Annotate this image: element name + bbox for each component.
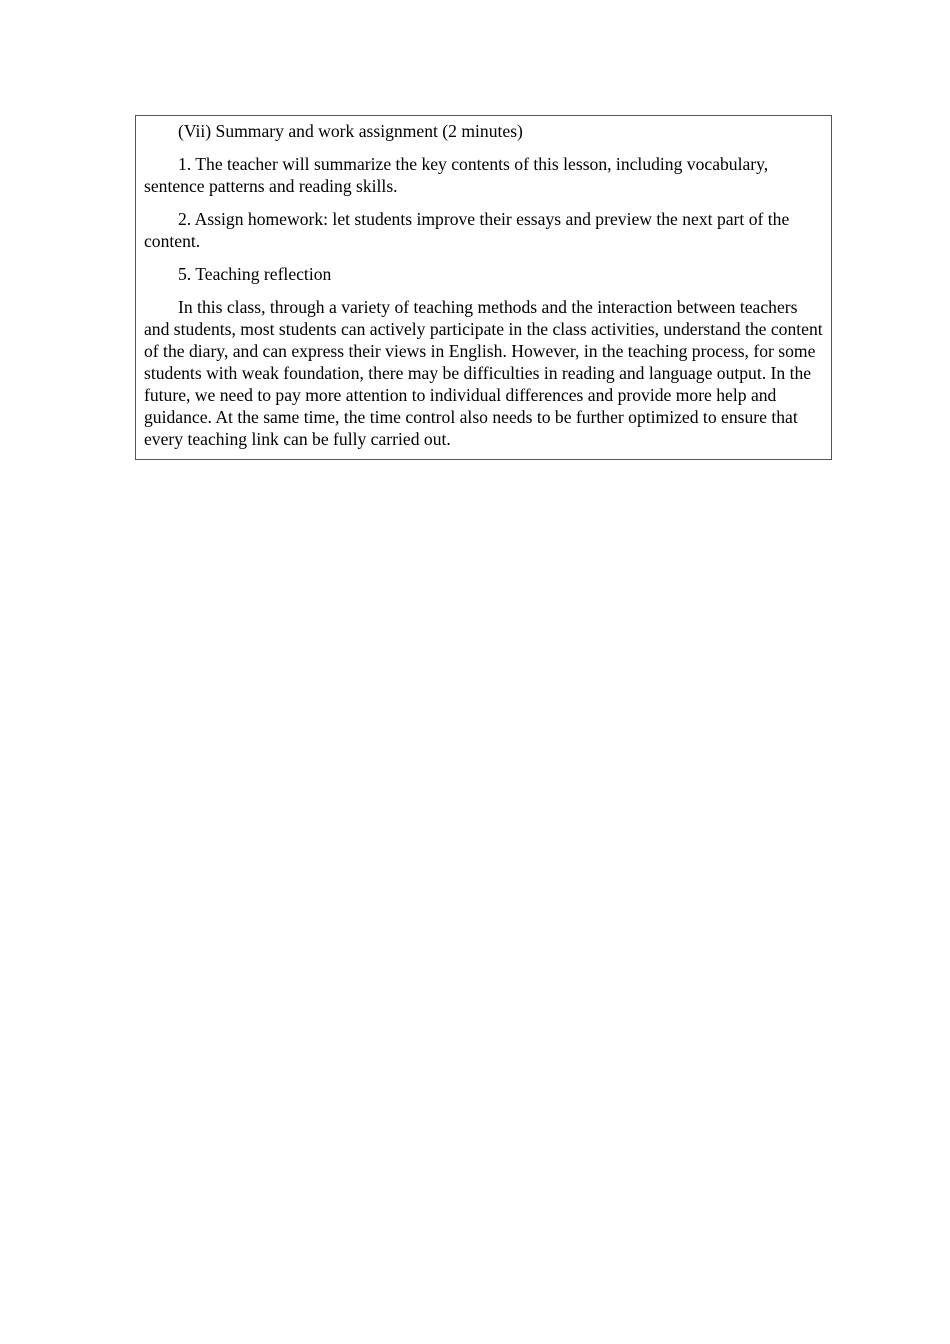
summary-point-2: 2. Assign homework: let students improve their essays and preview the next part of the content.	[144, 209, 790, 251]
reflection-paragraph: In this class, through a variety of teaching methods and the interaction between teachers and students, most students can actively participate in the class activities, understand the content of the diary, and can express their views in English. However, in the teaching process, for some students with weak foundation, there may be difficulties in reading and language output. In the future, we need to pay more attention to individual differences and provide more help and guidance. At the same time, the time control also needs to be further optimized to ensure that every teaching link can be fully carried out.	[144, 297, 823, 449]
section-heading-reflection: 5. Teaching reflection	[178, 264, 332, 284]
section-heading-summary: (Vii) Summary and work assignment (2 minutes)	[178, 121, 523, 141]
summary-point-1: 1. The teacher will summarize the key contents of this lesson, including vocabulary, sentence patterns and reading skills.	[144, 154, 769, 196]
lesson-plan-text-box	[135, 115, 832, 460]
